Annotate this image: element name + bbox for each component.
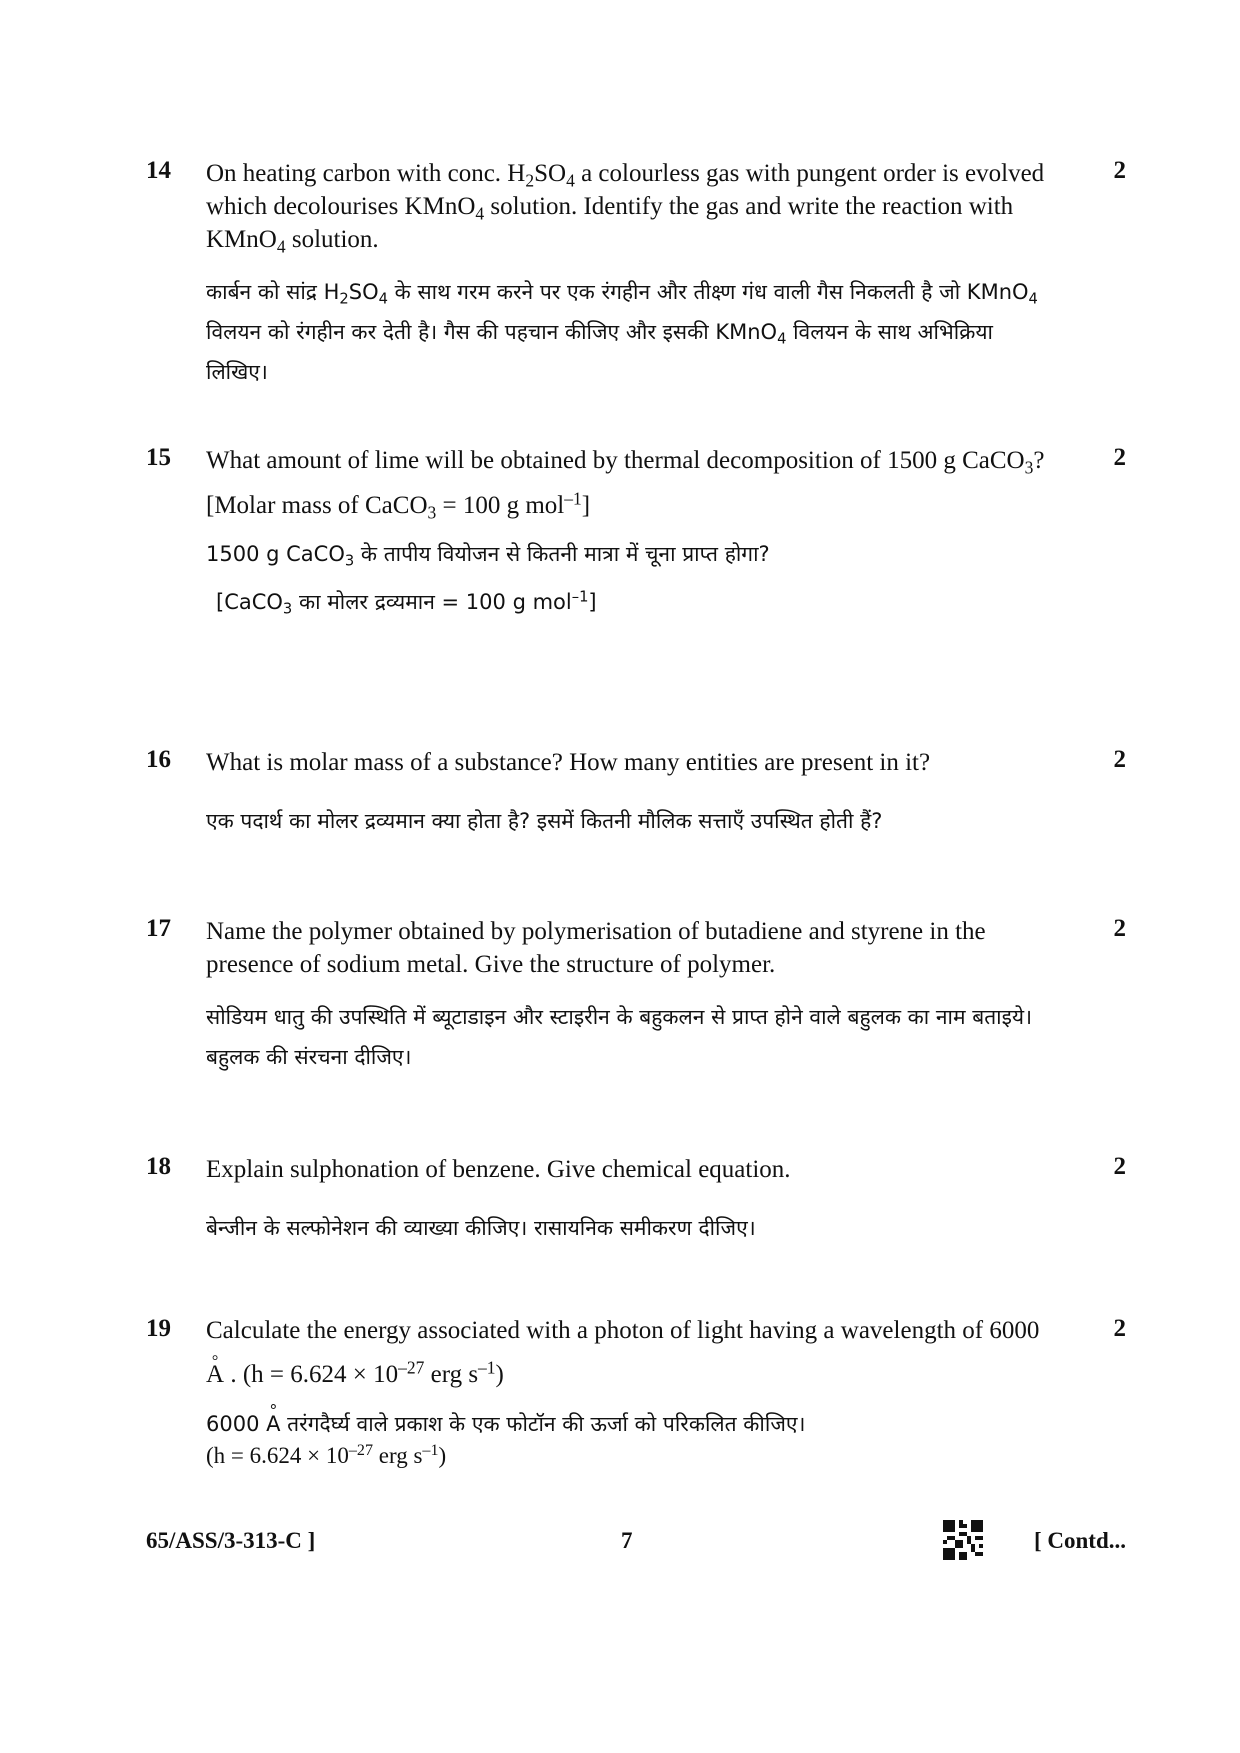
question-text-english: What is molar mass of a substance? How many entities are present in it?: [206, 749, 931, 776]
question-text-english: Explain sulphonation of benzene. Give chemical equation.: [206, 1156, 791, 1183]
question-text-english: Calculate the energy associated with a photon of light having a wavelength of 6000 ° A . ($h = 6.624 \times 10^{-27}$ erg $s^{-1}$): [206, 1309, 1046, 1397]
question-19: [146, 1315, 1126, 1471]
question-text-hindi: एक पदार्थ का मोलर द्रव्यमान क्या होता है? इसमें कितनी मौलिक सत्ताएँ उपस्थित होती हैं?: [206, 809, 883, 833]
question-16: [146, 746, 1126, 841]
question-text-english: What amount of lime will be obtained by thermal decomposition of 1500 g CaCO$_3$?: [206, 447, 1045, 478]
question-15: [146, 444, 1126, 622]
question-number: 18: [146, 1153, 171, 1180]
question-text-hindi: 1500 g CaCO$_3$ के तापीय वियोजन से कितनी मात्रा में चूना प्राप्त होगा?: [206, 542, 770, 570]
qr-code-icon: [943, 1520, 983, 1560]
question-number: 17: [146, 915, 171, 942]
question-18: [146, 1153, 1126, 1248]
angstrom-symbol: ° A: [206, 1353, 224, 1397]
question-marks: 2: [1113, 444, 1126, 471]
molar-mass-note-english: [Molar mass of CaCO$_3$ = 100 g mol$^{-1}$]: [206, 488, 591, 523]
page-footer: [146, 1528, 1126, 1572]
paper-code: 65/ASS/3-313-C ]: [146, 1528, 316, 1553]
question-marks: 2: [1113, 157, 1126, 184]
question-text-hindi: 6000 ° A तरंगदैर्घ्य वाले प्रकाश के एक फोटॉन की ऊर्जा को परिकलित कीजिए।: [206, 1407, 1046, 1441]
molar-mass-note-hindi: [CaCO$_3$ का मोलर द्रव्यमान = 100 g mol$^{-1}$]: [216, 588, 597, 618]
question-text-hindi: कार्बन को सांद्र $H_2SO_4$ के साथ गरम करने पर एक रंगहीन और तीक्ष्ण गंध वाली गैस निकलती है जो KMnO$_4$ विलयन को रंगहीन कर देती है। गैस की पहचान कीजिए और इसकी KMnO$_4$ विलयन के साथ अभिक्रिया लिखिए।: [206, 280, 1038, 384]
question-text-english: On heating carbon with conc. $H_2SO_4$ a colourless gas with pungent order is evolved which decolourises KMnO$_4$ solution. Identify the gas and write the reaction with KMnO$_4$ solution.: [206, 160, 1045, 257]
question-text-hindi: सोडियम धातु की उपस्थिति में ब्यूटाडाइन और स्टाइरीन के बहुकलन से प्राप्त होने वाले बहुलक का नाम बताइये। बहुलक की संरचना दीजिए।: [206, 1005, 1033, 1069]
question-number: 14: [146, 157, 171, 184]
question-number: 16: [146, 746, 171, 773]
question-text-english: Name the polymer obtained by polymerisation of butadiene and styrene in the presence of sodium metal. Give the structure of polymer.: [206, 918, 986, 978]
question-marks: 2: [1113, 1315, 1126, 1342]
question-marks: 2: [1113, 746, 1126, 773]
continued-label: [ Contd...: [1033, 1528, 1126, 1553]
angstrom-symbol: ° A: [266, 1407, 280, 1441]
question-number: 19: [146, 1315, 171, 1342]
question-marks: 2: [1113, 1153, 1126, 1180]
question-marks: 2: [1113, 915, 1126, 942]
planck-constant-note: ($h = 6.624 \times 10^{-27}$ erg $s^{-1}$): [206, 1441, 447, 1468]
page-number: 7: [621, 1528, 633, 1553]
question-14: [146, 157, 1126, 392]
question-text-hindi: बेन्जीन के सल्फोनेशन की व्याख्या कीजिए। रासायनिक समीकरण दीजिए।: [206, 1216, 756, 1240]
question-17: [146, 915, 1126, 1077]
question-number: 15: [146, 444, 171, 471]
